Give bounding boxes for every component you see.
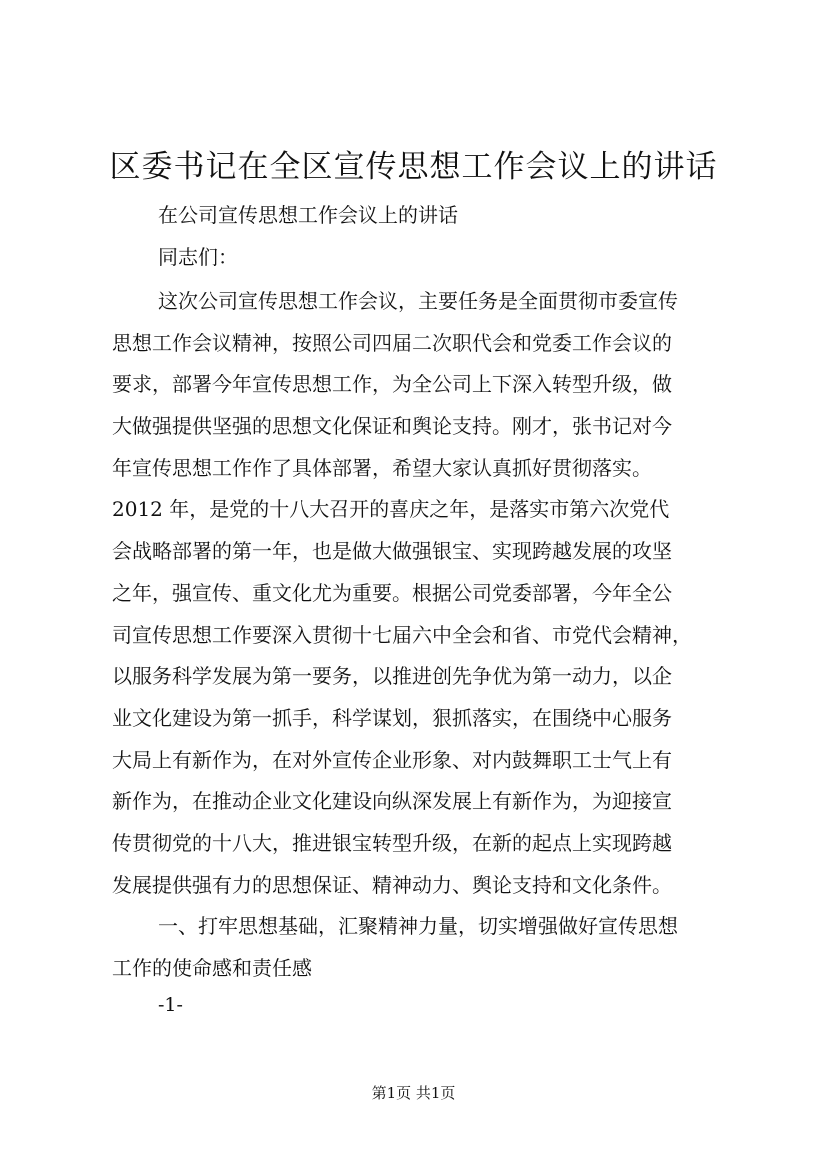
text-line: 2012 年，是党的十八大召开的喜庆之年，是落实市第六次党代 (112, 497, 670, 522)
text-line: 以服务科学发展为第一要务，以推进创先争优为第一动力，以企 (112, 664, 672, 689)
text-line: 司宣传思想工作要深入贯彻十七届六中全会和省、市党代会精神， (112, 622, 692, 647)
page-number-mark: -1- (158, 994, 183, 1016)
text-line: 大做强提供坚强的思想文化保证和舆论支持。刚才，张书记对今 (112, 414, 672, 439)
text-line: 业文化建设为第一抓手，科学谋划，狠抓落实，在围绕中心服务 (112, 705, 672, 730)
body-text (112, 281, 742, 990)
text-line: 之年，强宣传、重文化尤为重要。根据公司党委部署，今年全公 (112, 580, 672, 605)
text-line: 新作为，在推动企业文化建设向纵深发展上有新作为，为迎接宣 (112, 789, 672, 814)
text-line: 会战略部署的第一年，也是做大做强银宝、实现跨越发展的攻坚 (112, 539, 672, 564)
text-line: 大局上有新作为，在对外宣传企业形象、对内鼓舞职工士气上有 (112, 747, 672, 772)
text-line: 要求，部署今年宣传思想工作，为全公司上下深入转型升级，做 (112, 372, 672, 397)
text-line: 这次公司宣传思想工作会议，主要任务是全面贯彻市委宣传 (158, 289, 678, 313)
document-title: 区委书记在全区宣传思想工作会议上的讲话 (109, 149, 718, 185)
page-footer: 第1页 共1页 (371, 1084, 456, 1102)
greeting: 同志们： (158, 245, 238, 269)
text-line: 传贯彻党的十八大，推进银宝转型升级，在新的起点上实现跨越 (112, 830, 672, 855)
section-heading-line: 工作的使命感和责任感 (112, 956, 312, 980)
document-subtitle: 在公司宣传思想工作会议上的讲话 (158, 203, 458, 227)
text-line: 思想工作会议精神，按照公司四届二次职代会和党委工作会议的 (112, 330, 672, 355)
section-heading-line: 一、打牢思想基础，汇聚精神力量，切实增强做好宣传思想 (158, 914, 678, 939)
text-line: 发展提供强有力的思想保证、精神动力、舆论支持和文化条件。 (112, 872, 672, 897)
text-line: 年宣传思想工作作了具体部署，希望大家认真抓好贯彻落实。 (112, 455, 652, 480)
